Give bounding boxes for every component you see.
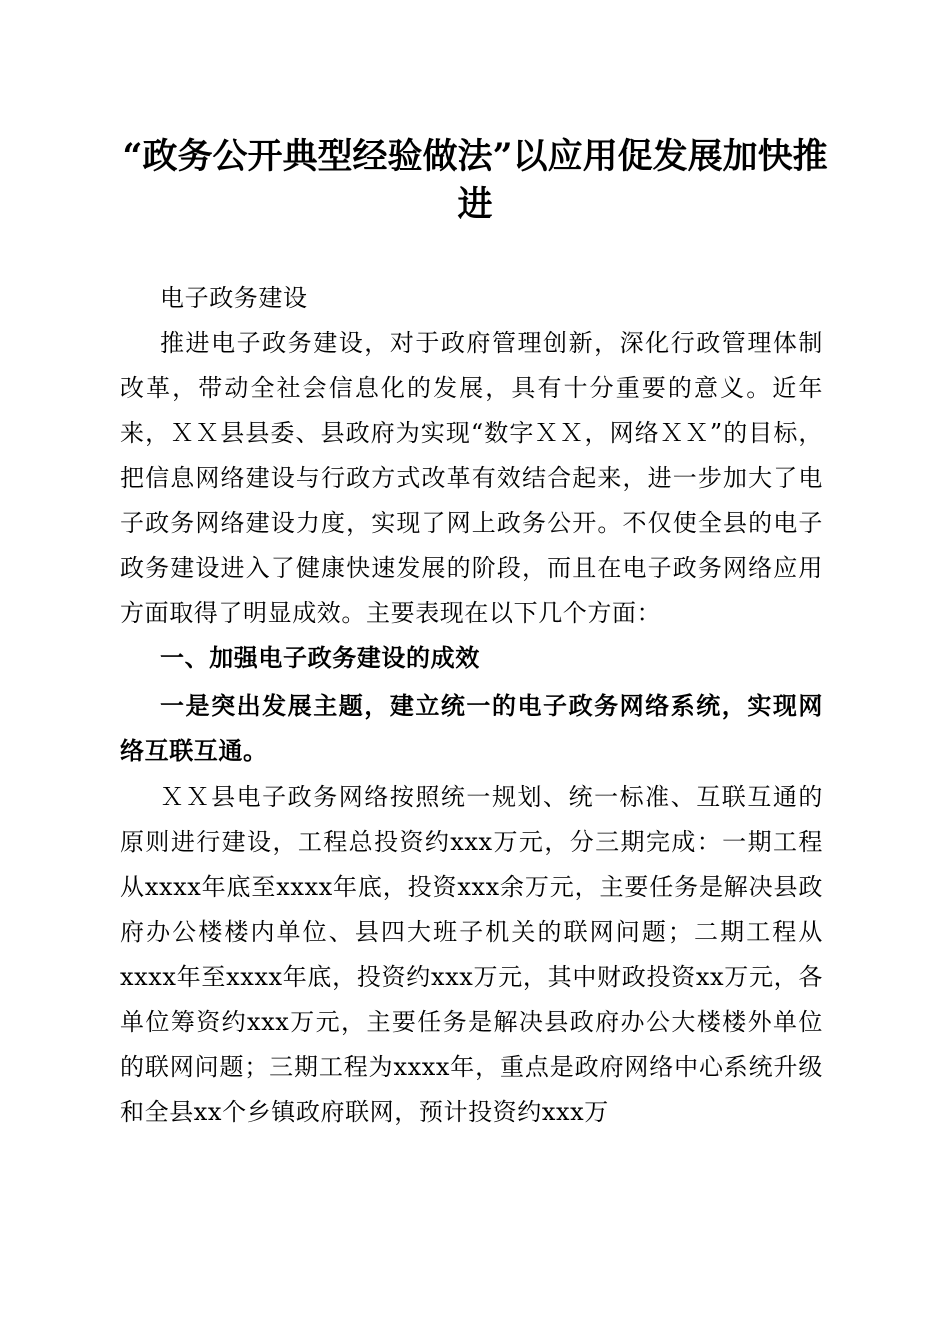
document-title: “政务公开典型经验做法”以应用促发展加快推进 xyxy=(122,136,828,225)
paragraph-network-construction: ＸＸ县电子政务网络按照统一规划、统一标准、互联互通的原则进行建设，工程总投资约xxx万元，分三期完成：一期工程从xxxx年底至xxxx年底，投资xxx余万元，主要任务是解决县政府办公楼楼内单位、县四大班子机关的联网问题；二期工程从xxxx年至xxxx年底，投资约xxx万元，其中财政投资xx万元，各单位筹资约xxx万元，主要任务是解决县政府办公大楼楼外单位的联网问题；三期工程为xxxx年，重点是政府网络中心系统升级和全县xx个乡镇政府联网，预计投资约xxx万 xyxy=(120,783,823,1126)
section-heading: 一、加强电子政务建设的成效 xyxy=(160,644,480,672)
paragraph-section-label: 电子政务建设 xyxy=(160,284,308,312)
subsection-heading: 一是突出发展主题，建立统一的电子政务网络系统，实现网络互联互通。 xyxy=(120,691,823,765)
document-body xyxy=(120,276,823,1135)
paragraph-intro: 推进电子政务建设，对于政府管理创新，深化行政管理体制改革，带动全社会信息化的发展，具有十分重要的意义。近年来，ＸＸ县县委、县政府为实现“数字ＸＸ，网络ＸＸ”的目标，把信息网络建设与行政方式改革有效结合起来，进一步加大了电子政务网络建设力度，实现了网上政务公开。不仅使全县的电子政务建设进入了健康快速发展的阶段，而且在电子政务网络应用方面取得了明显成效。主要表现在以下几个方面： xyxy=(120,329,823,627)
